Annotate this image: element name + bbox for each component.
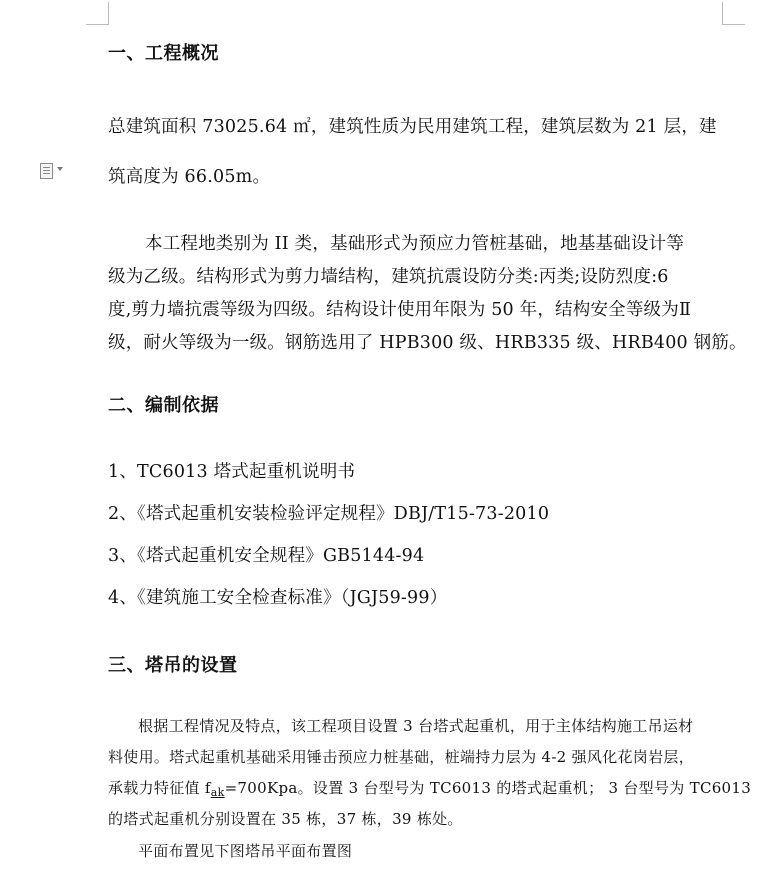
document-icon: [40, 163, 53, 179]
paragraph-line: 总建筑面积 73025.64 ㎡，建筑性质为民用建筑工程，建筑层数为 21 层，建: [108, 117, 717, 137]
paragraph-line: 度,剪力墙抗震等级为四级。结构设计使用年限为 50 年，结构安全等级为Ⅱ: [108, 300, 692, 320]
text-run: 承载力特征值 f: [108, 779, 211, 797]
paragraph-line: [108, 777, 751, 799]
section-heading: 三、塔吊的设置: [108, 655, 238, 676]
document-options-icon[interactable]: [40, 163, 66, 179]
paragraph-line: 本工程地类别为 II 类，基础形式为预应力管桩基础，地基基础设计等: [145, 234, 685, 254]
paragraph-line: 的塔式起重机分别设置在 35 栋，37 栋，39 栋处。: [108, 810, 463, 828]
paragraph-line: 料使用。塔式起重机基础采用锤击预应力桩基础，桩端持力层为 4-2 强风化花岗岩层，: [108, 748, 694, 766]
paragraph-line: 级为乙级。结构形式为剪力墙结构，建筑抗震设防分类:丙类;设防烈度:6: [108, 267, 669, 287]
subscript: ak: [210, 786, 225, 799]
list-item: 2、《塔式起重机安装检验评定规程》DBJ/T15-73-2010: [108, 504, 550, 524]
paragraph-line: 根据工程情况及特点，该工程项目设置 3 台塔式起重机，用于主体结构施工吊运材: [138, 717, 694, 735]
paragraph-line: 级，耐火等级为一级。钢筋选用了 HPB300 级、HRB335 级、HRB400 钢筋。: [108, 333, 747, 353]
chevron-down-icon: [57, 167, 63, 171]
paragraph-line: 平面布置见下图塔吊平面布置图: [138, 842, 353, 860]
crop-mark-top-left: [86, 2, 109, 25]
section-heading: 一、工程概况: [108, 43, 219, 64]
list-item: 3、《塔式起重机安全规程》GB5144-94: [108, 546, 425, 566]
section-heading: 二、编制依据: [108, 395, 219, 416]
list-item: 1、TC6013 塔式起重机说明书: [108, 462, 356, 482]
text-run: =700Kpa。设置 3 台型号为 TC6013 的塔式起重机； 3 台型号为 TC6013: [224, 779, 752, 797]
crop-mark-top-right: [722, 2, 745, 25]
list-item: 4、《建筑施工安全检查标准》（JGJ59-99）: [108, 588, 448, 608]
paragraph-line: 筑高度为 66.05m。: [108, 167, 271, 187]
